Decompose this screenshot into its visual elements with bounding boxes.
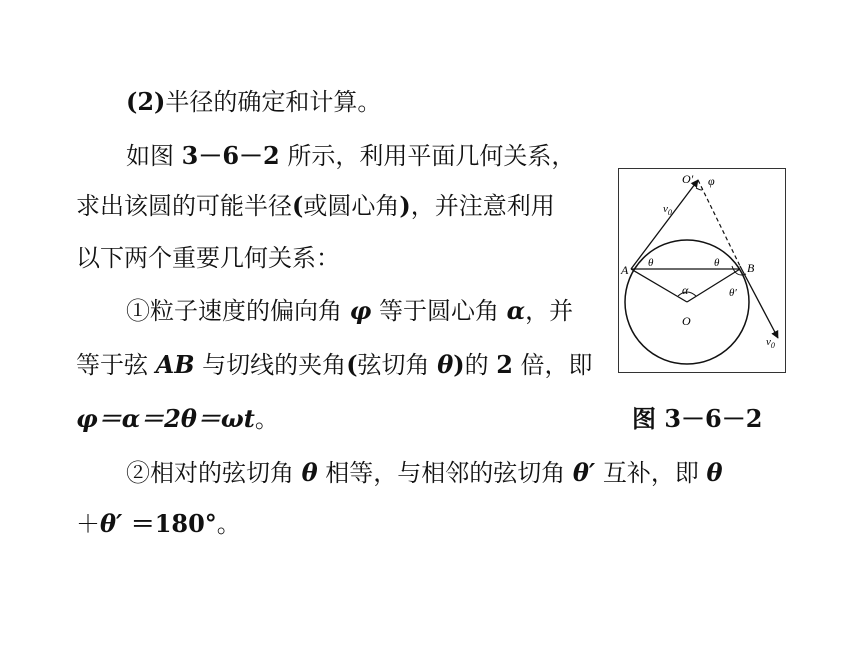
label-b: B — [747, 261, 755, 275]
text-run: 等于圆心角 — [371, 297, 507, 325]
para4-line1 — [126, 458, 723, 488]
label-alpha: α — [682, 283, 689, 297]
symbol-theta-prime: θ′ — [100, 509, 123, 538]
label-theta-a: θ — [648, 257, 654, 269]
text-run: 求出该圆的可能半径 — [76, 192, 292, 220]
para4-line2 — [76, 509, 241, 539]
label-v0-top — [663, 203, 672, 217]
text-run: 所示，利用平面几何关系， — [279, 142, 576, 170]
text-run: 与切线的夹角 — [194, 351, 347, 379]
text-run: ①粒子速度的偏向角 — [126, 297, 350, 325]
label-theta-prime: θ′ — [729, 287, 737, 299]
paren: ( — [292, 191, 304, 220]
figure-caption: 图 3－6－2 — [632, 404, 763, 433]
paren: ( — [346, 350, 358, 379]
text-run: 。 — [254, 405, 279, 433]
symbol-theta: θ — [706, 458, 723, 487]
symbol-alpha: α — [506, 296, 526, 325]
v-symbol: v — [663, 203, 668, 215]
text-run: 等于弦 — [76, 351, 156, 379]
text-run: 互补，即 — [595, 459, 707, 487]
symbol-ab: AB — [155, 350, 195, 379]
text-run: 以下两个重要几何关系： — [76, 244, 340, 272]
label-phi: φ — [708, 174, 715, 188]
para2-line2 — [76, 191, 555, 221]
para2-line3 — [76, 243, 340, 273]
symbol-theta: θ — [301, 458, 318, 487]
tangent-dashed-line — [698, 180, 740, 266]
label-o: O — [682, 314, 691, 328]
v-subscript: 0 — [667, 208, 672, 217]
text-run: 倍，即 — [512, 351, 593, 379]
paren: ) — [399, 191, 411, 220]
label-o-prime: O′ — [682, 172, 694, 186]
text-run: 的 — [464, 351, 497, 379]
text-run: 如图 — [126, 142, 182, 170]
para2-line1 — [126, 141, 575, 171]
symbol-theta: θ — [437, 350, 454, 379]
text-run: 或圆心角 — [303, 192, 400, 220]
equation: φ＝α＝2θ＝ωt — [76, 404, 255, 433]
label-theta-b: θ — [714, 257, 720, 269]
text-run: 。 — [216, 510, 241, 538]
incoming-velocity-line — [631, 180, 698, 269]
paren: ) — [453, 350, 465, 379]
v-symbol: v — [766, 336, 771, 348]
angle-value: ＝180° — [122, 509, 217, 538]
text-run: ＋ — [76, 510, 100, 538]
symbol-phi: φ — [349, 296, 372, 325]
heading-number: (2) — [126, 87, 166, 116]
figure-reference: 3－6－2 — [181, 141, 280, 170]
radius-oa — [631, 269, 687, 302]
para3-line3 — [76, 404, 279, 434]
para3-line1 — [126, 296, 573, 326]
geometry-figure — [618, 168, 786, 373]
heading-text: 半径的确定和计算。 — [165, 88, 382, 116]
text-run: ，并注意利用 — [410, 192, 555, 220]
label-v0-bottom — [766, 336, 775, 350]
text-run: ②相对的弦切角 — [126, 459, 302, 487]
label-a: A — [621, 263, 629, 277]
symbol-theta-prime: θ′ — [572, 458, 596, 487]
v-subscript: 0 — [770, 341, 775, 350]
text-run: 弦切角 — [357, 351, 438, 379]
text-run: ，并 — [525, 297, 574, 325]
heading-radius — [126, 87, 381, 117]
number-two: 2 — [496, 350, 513, 379]
para3-line2 — [76, 350, 593, 380]
outgoing-velocity-line — [740, 266, 778, 338]
figure-frame — [619, 169, 786, 373]
text-run: 相等，与相邻的弦切角 — [317, 459, 573, 487]
